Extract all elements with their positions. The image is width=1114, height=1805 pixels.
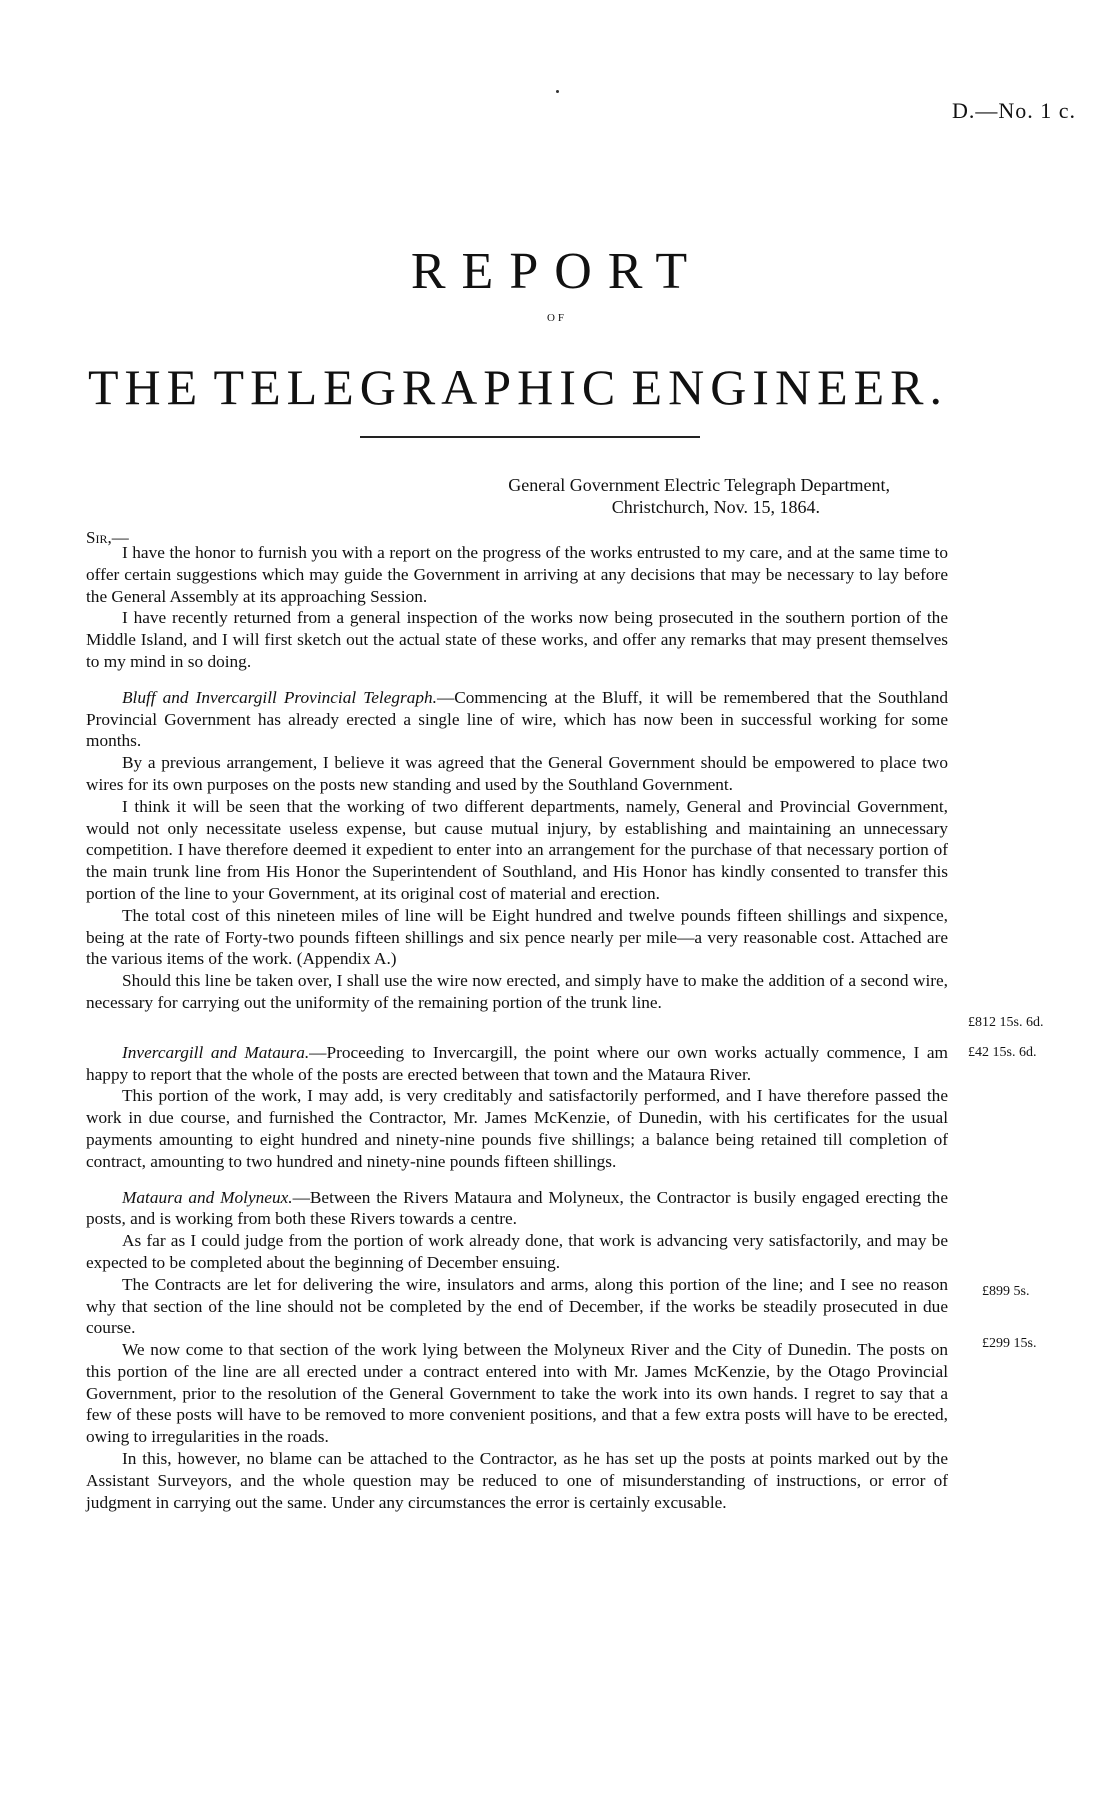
paragraph-text: The total cost of this nineteen miles of line will be Eight hundred and twelve pounds fifteen shillings and sixpence, being at the rate of Forty-two pounds fifteen shillings and six pence nearly per mile—a very reasonable cost. Attached are the various items of the work. (Appendix A.) (86, 905, 948, 969)
document-reference: D.—No. 1 c. (952, 98, 1077, 123)
report-title: REPORT (410, 243, 704, 300)
report-paragraph (86, 905, 948, 970)
report-paragraph (86, 1448, 948, 1513)
margin-note: £899 5s. (982, 1284, 1030, 1299)
paragraph-text: We now come to that section of the work lying between the Molyneux River and the City of Dunedin. The posts on this portion of the line are all erected under a contract entered into with Mr. James McKenzie, by the Otago Provincial Government, prior to the resolution of the General Government to take the work into its own hands. I regret to say that a few of these posts will have to be removed to more convenient positions, and that a few extra posts will have to be erected, owing to irregularities in the roads. (86, 1340, 948, 1447)
subtitle-word: TELEGRAPHIC (213, 359, 622, 415)
paragraph-text: The Contracts are let for delivering the wire, insulators and arms, along this portion of the line; and I see no reason why that section of the line should not be completed by the end of December, if the works be steadily prosecuted in due course. (86, 1274, 948, 1338)
section-heading: Invercargill and Mataura. (122, 1042, 310, 1062)
report-paragraph (86, 687, 948, 752)
place-date-line: Christchurch, Nov. 15, 1864. (611, 497, 820, 517)
paragraph-text: As far as I could judge from the portion of work already done, that work is advancing very satisfactorily, and may be expected to be completed about the beginning of December ensuing. (86, 1231, 948, 1272)
report-body (86, 542, 948, 1513)
paragraph-text: In this, however, no blame can be attached to the Contractor, as he has set up the posts at points marked out by the Assistant Surveyors, and the whole question may be reduced to one of misunderstanding of instructions, or error of judgment in carrying out the same. Under any circumstances the error is certainly excusable. (86, 1449, 948, 1512)
margin-note: £42 15s. 6d. (968, 1045, 1037, 1060)
salutation: Sir,— (86, 528, 129, 547)
report-paragraph (86, 752, 948, 796)
paragraph-text: This portion of the work, I may add, is very creditably and satisfactorily performed, and I have therefore passed the work in due course, and furnished the Contractor, Mr. James McKenzie, of Dunedin, with his certificates for the usual payments amounting to eight hundred and ninety-nine pounds five shillings; a balance being retained till completion of contract, amounting to two hundred and ninety-nine pounds fifteen shillings. (86, 1086, 948, 1171)
subtitle-word: ENGINEER. (631, 359, 948, 415)
report-paragraph (86, 1230, 948, 1274)
report-paragraph (86, 1274, 948, 1339)
paragraph-text: —Proceeding to Invercargill, the point where our own works actually commence, I am happy to report that the whole of the posts are erected between that town and the Mataura River. (86, 1042, 948, 1084)
report-paragraph (86, 796, 948, 905)
section-heading: Bluff and Invercargill Provincial Telegraph. (122, 687, 437, 707)
paragraph-text: By a previous arrangement, I believe it was agreed that the General Government should be empowered to place two wires for its own purposes on the posts new standing and used by the Southland Government. (86, 753, 948, 794)
report-paragraph (86, 542, 948, 607)
paragraph-text: I have the honor to furnish you with a report on the progress of the works entrusted to my care, and at the same time to offer certain suggestions which may guide the Government in arriving at any decisions that may be necessary to lay before the General Assembly at its approaching Session. (86, 543, 948, 606)
report-paragraph (86, 1085, 948, 1172)
report-paragraph (86, 1042, 948, 1086)
report-paragraph (86, 607, 948, 672)
report-subtitle (88, 358, 948, 416)
paragraph-text: I have recently returned from a general inspection of the works now being prosecuted in the southern portion of the Middle Island, and I will first sketch out the actual state of these works, and offer any remarks that may present themselves to my mind in so doing. (86, 608, 948, 671)
paragraph-text: Should this line be taken over, I shall use the wire now erected, and simply have to make the addition of a second wire, necessary for carrying out the uniformity of the remaining portion of the trunk line. (86, 971, 948, 1012)
title-connector: OF (546, 312, 568, 324)
subtitle-word: THE (88, 359, 204, 415)
margin-note: £812 15s. 6d. (968, 1015, 1044, 1030)
margin-note: £299 15s. (982, 1336, 1037, 1351)
section-heading: Mataura and Molyneux. (122, 1187, 293, 1207)
report-paragraph (86, 1187, 948, 1231)
paragraph-text: —Between the Rivers Mataura and Molyneux, the Contractor is busily engaged erecting the posts, and is working from both these Rivers towards a centre. (86, 1187, 948, 1229)
print-speck (556, 90, 559, 93)
paragraph-text: —Commencing at the Bluff, it will be remembered that the Southland Provincial Government has already erected a single line of wire, which has now been in successful working for some months. (86, 687, 948, 751)
report-paragraph (86, 970, 948, 1014)
title-divider (360, 436, 700, 438)
report-paragraph (86, 1339, 948, 1448)
letterhead (400, 474, 890, 518)
department-line: General Government Electric Telegraph Department, (508, 475, 890, 495)
paragraph-text: I think it will be seen that the working of two different departments, namely, General and Provincial Government, would not only necessitate useless expense, but cause mutual injury, by establishing and maintaining an unnecessary competition. I have therefore deemed it expedient to enter into an arrangement for the purchase of that necessary portion of the main trunk line from His Honor the Superintendent of Southland, and His Honor has kindly consented to transfer this portion of the line to your Government, at its original cost of material and erection. (86, 796, 948, 903)
